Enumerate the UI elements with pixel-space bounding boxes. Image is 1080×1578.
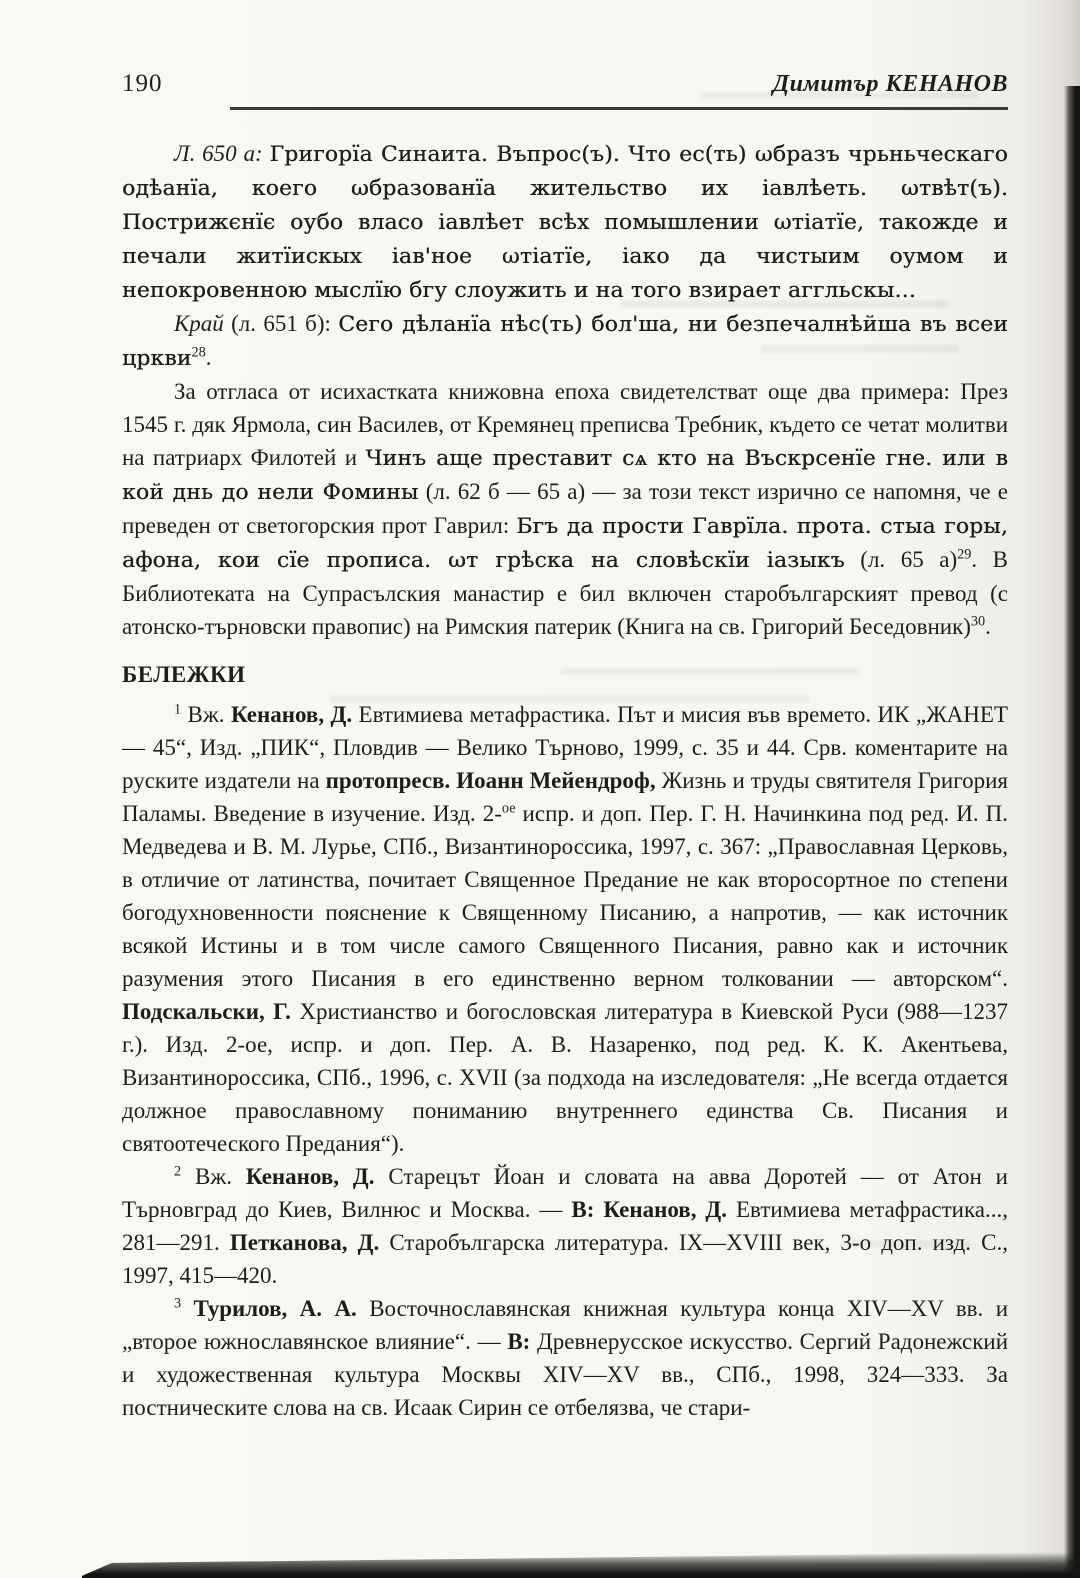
footnote-marker: 28 — [191, 343, 206, 360]
footnote-1 — [122, 698, 1008, 1160]
notes-heading: БЕЛЕЖКИ — [122, 661, 246, 687]
text-run: Старобългарска литература. IX—XVIII век, 3-о доп. изд. С., 1997, 415—420. — [122, 1229, 1008, 1288]
page-number: 190 — [122, 70, 163, 97]
text-run: Старецът Йоан и словата на авва Доротей — от Атон и Търновград до Киев, Вилнюс и Москва. — — [122, 1163, 1008, 1222]
text-run: Петканова, Д. — [229, 1229, 380, 1255]
text-run: протопресв. Иоанн Мейендроф, — [325, 767, 656, 793]
text-run: Евтимиева метафрастика. Път и мисия във времето. ИК „ЖАНЕТ — 45“, Изд. „ПИК“, Пловдив — Велико Търново, 1999, с. 35 и 44. Срв. коментарите на руските издатели на — [122, 701, 1009, 793]
text-run: (л. 62 б — 65 а) — за този текст изрично се напомня, че е преведен от светогорския прот Гаврил: — [122, 478, 1008, 538]
text-run: Вж. — [181, 701, 231, 727]
text-run: Евтимиева метафрастика..., 281—291. — [122, 1196, 1009, 1255]
text-run: Бгъ да прости Гаврїла. прота. стыа горы, афона, кои сїе прописа. ωт грѣска на словѣскїи іазыкъ — [122, 513, 1008, 573]
header-rule — [230, 107, 1008, 110]
page-content — [122, 70, 1008, 1424]
text-run: . — [985, 613, 991, 639]
excerpt-end-paragraph — [122, 307, 1008, 375]
text-run: . В Библиотеката на Супрасълския манастир е бил включен старобългарският превод (с атонско-търновски правопис) на Римския патерик (Книга на св. Григорий Беседовник) — [122, 546, 1008, 639]
text-run: Восточнославянская книжная культура конца XIV—XV вв. и „второе южнославянское влияние“. — — [122, 1295, 1008, 1354]
text-run: Турилов, А. А. — [193, 1295, 357, 1321]
body-paragraph — [122, 375, 1008, 643]
text-run: Л. 650 а: — [174, 140, 270, 166]
text-run: В: Кенанов, Д. — [571, 1196, 728, 1222]
text-run: Сего дѣланїа нѣс(ть) бол'ша, ни безпечалнѣйша въ всеи цркви — [122, 311, 1009, 371]
text-run: Жизнь и труды святителя Григория Паламы. Введение в изучение. Изд. 2- — [122, 767, 1008, 826]
text-body — [122, 137, 1008, 1424]
text-run: Кенанов, Д. — [245, 1163, 375, 1189]
page-header — [122, 70, 1008, 98]
footnote-3 — [122, 1292, 1008, 1424]
text-run: (л. 65 а) — [844, 546, 958, 572]
scan-edge-bottom-shadow — [82, 1552, 1080, 1578]
excerpt-paragraph — [122, 137, 1008, 307]
footnote-marker: 30 — [970, 612, 986, 629]
scan-edge-right-shadow — [1064, 86, 1080, 1578]
text-run: В: — [507, 1328, 531, 1354]
text-run — [181, 1296, 193, 1321]
running-head: Димитър КЕНАНОВ — [772, 71, 1008, 97]
text-run: Подскальски, Г. — [122, 998, 291, 1024]
footnote-marker: 2 — [174, 1162, 182, 1179]
text-run: Вж. — [181, 1163, 246, 1189]
text-run: (л. 651 б): — [223, 310, 339, 336]
footnote-marker: 3 — [174, 1294, 182, 1311]
footnote-marker: ое — [501, 799, 516, 816]
text-run: Чинъ аще преставит сѧ кто на Въскрсенїе гне. или в кой днь до нели Фомины — [122, 445, 1009, 505]
text-run: испр. и доп. Пер. Г. Н. Начинкина под ред. И. П. Медведева и В. М. Лурье, СПб., Византинороссика, 1997, с. 367: „Православная Церковь, в отличие от латинства, почитает Священное Предание не как второсортное по степени богодухновенности пояснение к Священному Писанию, а напротив, — как источник всякой Истины и в том числе самого Священного Писания, равно как и источник разумения этого Писания в его единственно верном толковании — авторском“. — [122, 800, 1008, 991]
text-run: Край — [174, 310, 224, 336]
text-run: Кенанов, Д. — [230, 701, 353, 727]
footnote-marker: 29 — [957, 545, 972, 562]
text-run: За отгласа от исихастката книжовна епоха свидетелстват още два примера: През 1545 г. дяк Ярмола, син Василев, от Кремянец преписва Требник, където се четат молитви на патриарх Филотей и — [122, 378, 1008, 470]
text-run: Григорїа Синаита. Въпрос(ъ). Что ес(ть) ωбразъ чрьньческаго одѣанїа, коего ωбразованїа жительство их іавлѣеть. ωтвѣт(ъ). Пострижєнїє оубо власо іавлѣет всѣх помышлении ωтіатїе, такожде и печали житїискых іав'ное ωтіатїе, іако да чистыим оумом и непокровенною мыслїю бгу слоужить и на того взирает аггльскы... — [122, 141, 1008, 303]
text-run: Христианство и богословская литература в Киевской Руси (988—1237 г.). Изд. 2-ое, испр. и доп. Пер. А. В. Назаренко, под ред. К. К. Акентьева, Византинороссика, СПб., 1996, с. XVII (за подхода на изследователя: „Не всегда отдается должное православному пониманию внутреннего единства Св. Писания и святоотеческого Предания“). — [122, 998, 1008, 1156]
footnote-marker: 1 — [174, 700, 182, 717]
text-run: Древнерусское искусство. Сергий Радонежский и художественная культура Москвы XIV—XV вв., СПб., 1998, 324—333. За постническите слова на св. Исаак Сирин се отбелязва, че стари- — [122, 1328, 1008, 1420]
footnote-2 — [122, 1160, 1008, 1292]
text-run: . — [205, 344, 212, 370]
